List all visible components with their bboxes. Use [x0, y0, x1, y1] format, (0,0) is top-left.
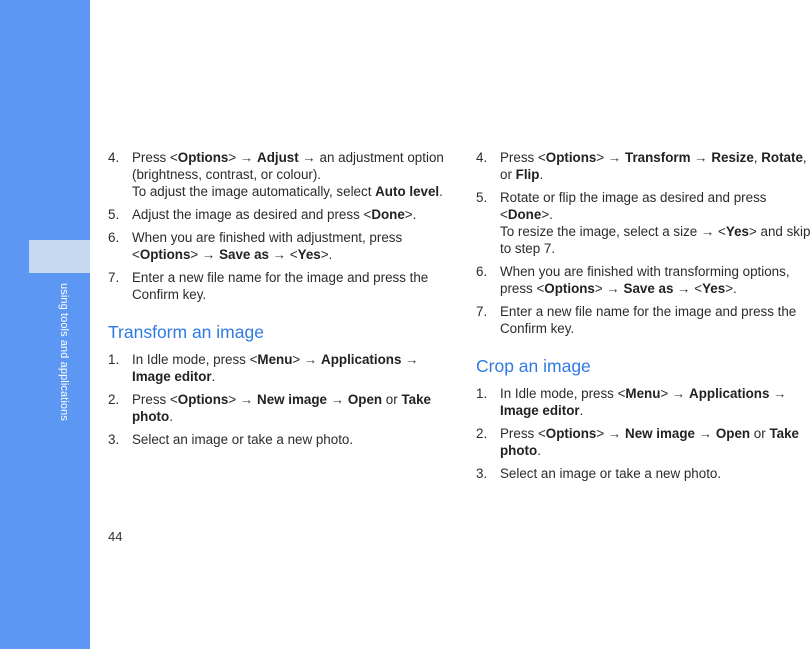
step-text: Press <	[132, 392, 178, 407]
step-text: .	[537, 443, 541, 458]
step-item	[476, 385, 811, 419]
step-number: 5.	[476, 190, 488, 205]
ui-term: Options	[544, 281, 595, 296]
step-text: In Idle mode, press <	[132, 352, 258, 367]
step-number: 5.	[108, 207, 120, 222]
sidebar-section-label: using tools and applications	[58, 283, 70, 421]
step-text: →	[769, 386, 787, 401]
step-body	[132, 150, 444, 182]
step-number: 1.	[476, 386, 488, 401]
ui-term: Applications	[689, 386, 770, 401]
ui-term: Image editor	[132, 369, 212, 384]
step-body	[500, 426, 799, 458]
step-number: 2.	[108, 392, 120, 407]
step-text: .	[539, 167, 544, 182]
step-text: .	[211, 369, 216, 384]
page-number: 44	[108, 529, 123, 544]
ui-term: Options	[545, 150, 597, 165]
ui-term: Take photo	[500, 426, 799, 458]
step-text: Press <	[500, 150, 546, 165]
ui-term: Menu	[257, 352, 293, 367]
step-text: Select an image or take a new photo.	[132, 432, 354, 447]
step-text: > →	[228, 150, 258, 165]
step-note	[500, 223, 811, 257]
step-item	[476, 189, 811, 257]
step-text: > →	[660, 386, 690, 401]
step-text: To adjust the image automatically, select	[132, 184, 376, 199]
step-body	[500, 304, 796, 336]
step-text: → an adjustment option (brightness, contrast, or colour).	[132, 150, 444, 182]
sidebar-tab-marker	[29, 240, 90, 273]
step-text: >.	[541, 207, 553, 222]
right-column	[476, 149, 811, 488]
ui-term: Options	[177, 392, 229, 407]
ui-term: Open	[347, 392, 383, 407]
step-text: →	[401, 352, 419, 367]
step-text: > →	[596, 426, 626, 441]
step-text: > →	[594, 281, 624, 296]
step-number: 3.	[108, 432, 120, 447]
ui-term: Resize	[711, 150, 754, 165]
ui-term: Take photo	[132, 392, 431, 424]
ui-term: Save as	[623, 281, 674, 296]
step-item	[476, 149, 811, 183]
step-number: 1.	[108, 352, 120, 367]
step-item	[108, 149, 448, 200]
ui-term: Done	[371, 207, 405, 222]
ui-term: Yes	[725, 224, 749, 239]
step-number: 4.	[476, 150, 488, 165]
step-text: .	[439, 184, 443, 199]
step-number: 6.	[108, 230, 120, 245]
step-text: When you are finished with adjustment, press <	[132, 230, 403, 262]
step-text: When you are finished with transforming options, press <	[500, 264, 790, 296]
ui-term: Applications	[321, 352, 402, 367]
step-body	[132, 352, 419, 384]
section-title-transform: Transform an image	[108, 322, 264, 342]
step-list	[108, 351, 448, 448]
step-number: 3.	[476, 466, 488, 481]
step-item	[108, 431, 448, 448]
ui-term: Save as	[219, 247, 269, 262]
step-list	[476, 149, 811, 337]
step-text: .	[169, 409, 173, 424]
step-number: 4.	[108, 150, 120, 165]
step-text: In Idle mode, press <	[500, 386, 626, 401]
step-text: , or	[500, 150, 807, 182]
ui-term: Open	[715, 426, 751, 441]
step-body	[132, 230, 402, 262]
ui-term: Image editor	[500, 403, 580, 418]
step-text: >.	[320, 247, 333, 262]
step-number: 6.	[476, 264, 488, 279]
step-number: 7.	[476, 304, 488, 319]
step-item	[476, 263, 811, 297]
section-title-crop: Crop an image	[476, 356, 591, 376]
step-text: Enter a new file name for the image and press the Confirm key.	[500, 304, 797, 336]
ui-term: Auto level	[375, 184, 440, 199]
step-body	[132, 207, 416, 222]
ui-term: Rotate	[761, 150, 803, 165]
step-text: Press <	[500, 426, 546, 441]
step-body	[500, 150, 807, 182]
ui-term: Menu	[625, 386, 661, 401]
step-item	[108, 229, 448, 263]
step-text: .	[579, 403, 584, 418]
left-column	[108, 149, 448, 454]
step-item	[108, 351, 448, 385]
step-text: >.	[404, 207, 417, 222]
step-text: → <	[268, 247, 298, 262]
ui-term: New image	[625, 426, 695, 441]
step-text: > →	[596, 150, 626, 165]
step-body	[500, 386, 787, 418]
step-text: > →	[190, 247, 220, 262]
step-text: or	[750, 426, 770, 441]
step-text: > →	[228, 392, 258, 407]
ui-term: Adjust	[257, 150, 299, 165]
step-text: To resize the image, select a size → <	[500, 224, 726, 239]
step-text: → <	[673, 281, 703, 296]
step-text: →	[695, 426, 716, 441]
ui-term: Flip	[515, 167, 540, 182]
step-item	[108, 206, 448, 223]
step-body	[132, 392, 431, 424]
step-text: ,	[753, 150, 762, 165]
step-text: Rotate or flip the image as desired and press <	[500, 190, 767, 222]
step-item	[476, 303, 811, 337]
ui-term: Transform	[625, 150, 691, 165]
step-list	[108, 149, 448, 303]
step-text: Press <	[132, 150, 178, 165]
step-text: or	[382, 392, 402, 407]
step-text: > →	[292, 352, 322, 367]
step-body	[132, 270, 428, 302]
ui-term: Yes	[702, 281, 726, 296]
ui-term: Options	[545, 426, 597, 441]
step-text: Select an image or take a new photo.	[500, 466, 722, 481]
step-text: →	[327, 392, 348, 407]
sidebar	[0, 0, 90, 649]
ui-term: Options	[139, 247, 191, 262]
step-text: > and skip to step 7.	[500, 224, 811, 256]
step-note	[132, 183, 448, 200]
step-item	[476, 425, 811, 459]
step-body	[500, 264, 790, 296]
ui-term: Done	[507, 207, 542, 222]
step-body	[500, 190, 766, 222]
step-text: >.	[725, 281, 737, 296]
ui-term: New image	[257, 392, 327, 407]
step-item	[476, 465, 811, 482]
ui-term: Options	[177, 150, 229, 165]
step-body	[500, 466, 721, 481]
step-text: Adjust the image as desired and press <	[132, 207, 372, 222]
step-item	[108, 391, 448, 425]
ui-term: Yes	[297, 247, 321, 262]
step-item	[108, 269, 448, 303]
step-text: →	[690, 150, 712, 165]
step-body	[132, 432, 353, 447]
step-number: 2.	[476, 426, 488, 441]
step-text: Enter a new file name for the image and press the Confirm key.	[132, 270, 429, 302]
step-number: 7.	[108, 270, 120, 285]
step-list	[476, 385, 811, 482]
